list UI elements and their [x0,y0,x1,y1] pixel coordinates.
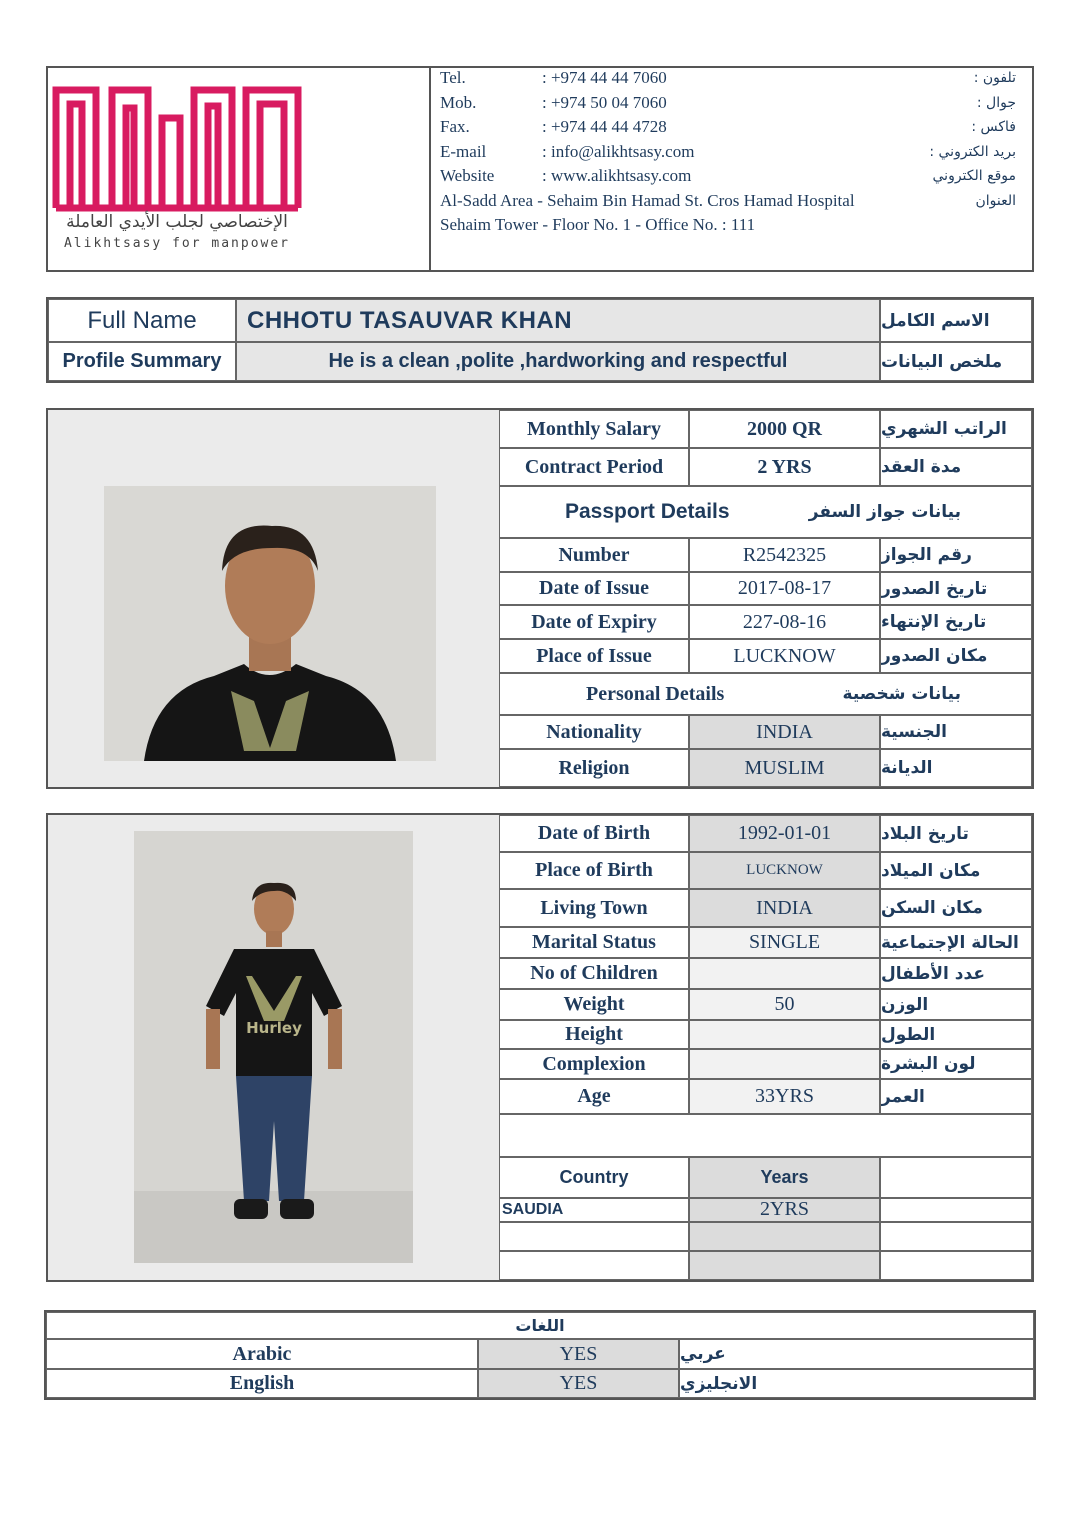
passport-expiry-label-ar: تاريخ الإنتهاء [880,605,1032,639]
experience-row-country [499,1222,689,1251]
passport-place-label: Place of Issue [499,639,689,673]
marital-status-value: SINGLE [689,927,880,958]
address-label-ar: العنوان [975,193,1016,209]
passport-expiry-label: Date of Expiry [499,605,689,639]
nationality-label: Nationality [499,715,689,749]
children-label-ar: عدد الأطفال [880,958,1032,989]
experience-row-years: 2YRS [689,1198,880,1222]
address-line2: Sehaim Tower - Floor No. 1 - Office No. : 111 [440,215,756,234]
contact-website-value[interactable]: : www.alikhtsasy.com [542,166,692,185]
language-english-label-ar: الانجليزي [679,1369,1034,1398]
pob-label: Place of Birth [499,852,689,889]
passport-number-value: R2542325 [689,538,880,572]
contact-fax-value: : +974 44 44 4728 [542,117,667,136]
contact-email-label: E-mail [440,142,487,161]
passport-place-value: LUCKNOW [689,639,880,673]
passport-issue-value: 2017-08-17 [689,572,880,605]
experience-row-blank [880,1198,1032,1222]
contact-website-label-ar: موقع الكتروني [932,168,1016,184]
complexion-label: Complexion [499,1049,689,1079]
marital-status-label-ar: الحالة الإجتماعية [880,927,1032,958]
details-spacer-row [499,1114,1032,1157]
company-name-english: Alikhtsasy for manpower [63,236,290,251]
complexion-value [689,1049,880,1079]
passport-expiry-value: 227-08-16 [689,605,880,639]
contact-tel-label: Tel. [440,68,466,87]
pob-value: LUCKNOW [689,852,880,889]
height-label-ar: الطول [880,1020,1032,1049]
person-full-body-icon [134,831,413,1263]
profile-summary-label-ar: ملخص البيانات [880,342,1032,381]
full-name-value: CHHOTU TASAUVAR KHAN [236,299,880,342]
contact-mob-value: : +974 50 04 7060 [542,93,667,112]
full-name-label-ar: الاسم الكامل [880,299,1032,342]
language-arabic-label-ar: عربي [679,1339,1034,1369]
complexion-label-ar: لون البشرة [880,1049,1032,1079]
religion-label: Religion [499,749,689,787]
address-line1: Al-Sadd Area - Sehaim Bin Hamad St. Cros Hamad Hospital [440,191,855,210]
contact-mob-label-ar: جوال : [976,95,1016,111]
height-label: Height [499,1020,689,1049]
passport-number-label-ar: رقم الجواز [880,538,1032,572]
contact-email-value[interactable]: : info@alikhtsasy.com [542,142,695,161]
age-label-ar: العمر [880,1079,1032,1114]
experience-years-header: Years [689,1157,880,1198]
language-arabic-label: Arabic [46,1339,478,1369]
dob-value: 1992-01-01 [689,815,880,852]
personal-details-header [499,673,1032,715]
dob-label: Date of Birth [499,815,689,852]
passport-number-label: Number [499,538,689,572]
children-label: No of Children [499,958,689,989]
language-arabic-value: YES [478,1339,679,1369]
religion-value: MUSLIM [689,749,880,787]
contract-value: 2 YRS [689,448,880,486]
age-label: Age [499,1079,689,1114]
experience-header-blank [880,1157,1032,1198]
letterhead-divider [429,66,431,272]
contact-fax-label-ar: فاكس : [971,119,1016,135]
profile-summary-label: Profile Summary [48,342,236,381]
pob-label-ar: مكان الميلاد [880,852,1032,889]
contact-tel-value: : +974 44 44 7060 [542,68,667,87]
contact-tel-label-ar: تلفون : [973,70,1016,86]
portrait-photo [104,486,436,761]
profile-summary-value: He is a clean ,polite ,hardworking and respectful [236,342,880,381]
contact-mob-label: Mob. [440,93,477,112]
weight-label: Weight [499,989,689,1020]
weight-label-ar: الوزن [880,989,1032,1020]
religion-label-ar: الديانة [880,749,1032,787]
passport-details-header [499,486,1032,538]
contact-fax-label: Fax. [440,117,470,136]
company-logo [52,78,302,258]
experience-row-country [499,1251,689,1280]
height-value [689,1020,880,1049]
living-town-label: Living Town [499,889,689,927]
personal-details-title-ar: بيانات شخصية [842,684,961,704]
contact-website-label: Website [440,166,495,185]
experience-country-header: Country [499,1157,689,1198]
full-body-photo [134,831,413,1263]
age-value: 33YRS [689,1079,880,1114]
experience-row-years [689,1222,880,1251]
experience-row-blank [880,1251,1032,1280]
passport-details-title: Passport Details [565,500,730,523]
passport-details-title-ar: بيانات جواز السفر [808,502,961,522]
personal-details-title: Personal Details [586,682,725,705]
salary-value: 2000 QR [689,410,880,448]
company-name-arabic: الإختصاصي لجلب الأيدي العاملة [66,212,288,232]
contract-label: Contract Period [499,448,689,486]
person-portrait-icon [104,486,436,761]
dob-label-ar: تاريخ البلاد [880,815,1032,852]
contract-label-ar: مدة العقد [880,448,1032,486]
nationality-label-ar: الجنسية [880,715,1032,749]
salary-label-ar: الراتب الشهري [880,410,1032,448]
passport-place-label-ar: مكان الصدور [880,639,1032,673]
children-value [689,958,880,989]
experience-row-blank [880,1222,1032,1251]
nationality-value: INDIA [689,715,880,749]
experience-row-years [689,1251,880,1280]
languages-title: اللغات [46,1312,1034,1339]
marital-status-label: Marital Status [499,927,689,958]
passport-issue-label: Date of Issue [499,572,689,605]
salary-label: Monthly Salary [499,410,689,448]
full-name-label: Full Name [48,299,236,342]
contact-email-label-ar: بريد الكتروني : [929,144,1016,160]
language-english-value: YES [478,1369,679,1398]
living-town-value: INDIA [689,889,880,927]
logo-mark [52,78,302,213]
passport-issue-label-ar: تاريخ الصدور [880,572,1032,605]
living-town-label-ar: مكان السكن [880,889,1032,927]
weight-value: 50 [689,989,880,1020]
experience-row-country: SAUDIA [499,1198,689,1222]
shirt-brand-text: Hurley [246,1019,302,1037]
language-english-label: English [46,1369,478,1398]
